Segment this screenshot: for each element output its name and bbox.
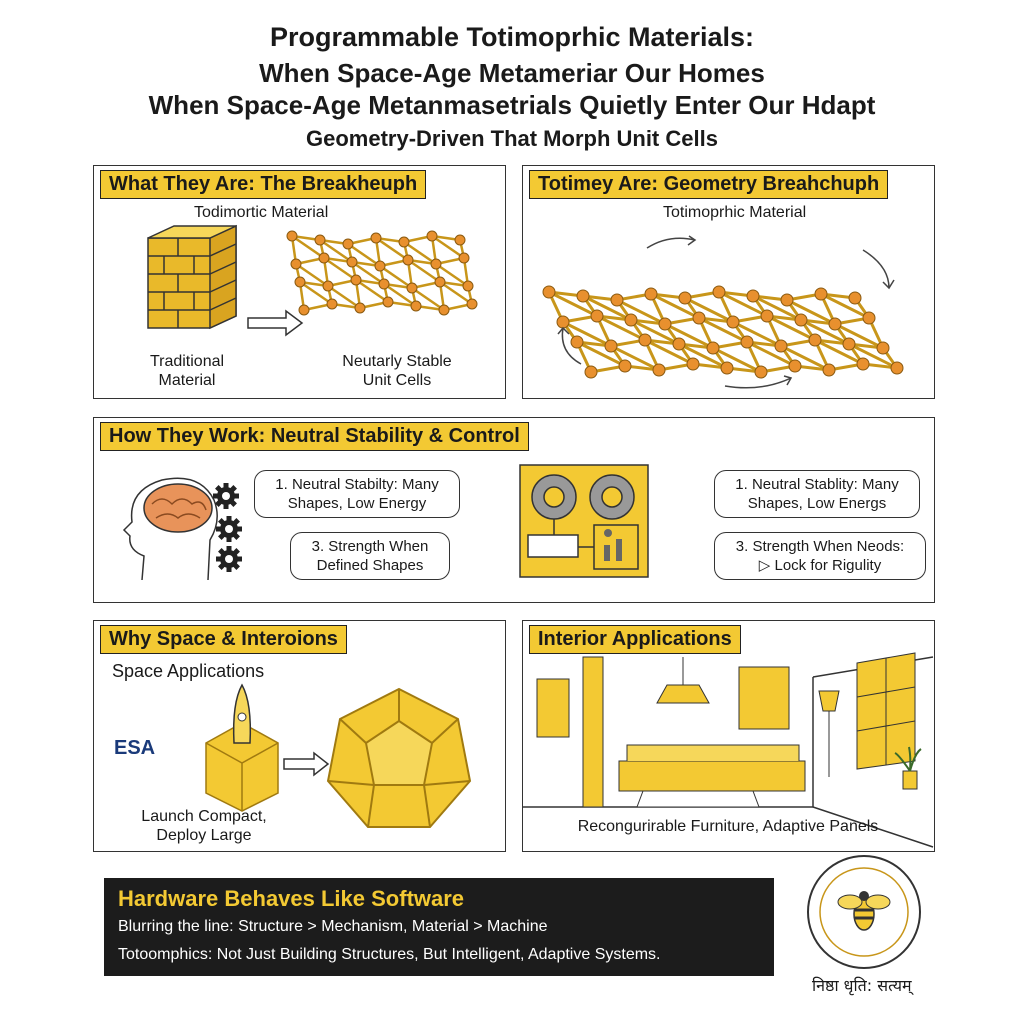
lattice-node — [407, 283, 417, 293]
lattice-node — [323, 281, 333, 291]
badge-motto: निष्ठा धृति: सत्यम् — [812, 976, 912, 995]
lattice-node — [761, 310, 773, 322]
brick-wall-illustration — [128, 224, 248, 344]
lattice-node — [351, 275, 361, 285]
page-subtitle: Geometry-Driven That Morph Unit Cells — [306, 126, 718, 151]
panel-geometry-label: Totimey Are: Geometry Breahchuph — [529, 170, 888, 199]
lattice-node — [687, 358, 699, 370]
lattice-node — [455, 235, 465, 245]
esa-logo: ESA — [114, 737, 156, 759]
gear-icon — [211, 481, 241, 511]
footer-title: Hardware Behaves Like Software — [118, 886, 465, 911]
lattice-node — [713, 286, 725, 298]
lattice-node — [431, 259, 441, 269]
lattice-node — [291, 259, 301, 269]
panel-space-label: Why Space & Interoions — [100, 625, 347, 654]
panel-interior-label: Interior Applications — [529, 625, 741, 654]
lattice-node — [849, 292, 861, 304]
page-title: Programmable Totimoprhic Materials: — [269, 22, 755, 52]
page-title-line-2: When Space-Age Metameriar Our Homes — [259, 58, 765, 88]
lattice-node — [439, 305, 449, 315]
lattice-node — [645, 288, 657, 300]
lattice-node — [315, 235, 325, 245]
gear-icon — [214, 544, 244, 574]
lattice-node — [287, 231, 297, 241]
lattice-node — [327, 299, 337, 309]
lattice-node — [371, 233, 381, 243]
lattice-node — [823, 364, 835, 376]
gear-hole — [222, 492, 230, 500]
panel-what-they-are — [93, 165, 506, 399]
panel-space — [93, 620, 506, 852]
lattice-sheet-illustration — [272, 226, 502, 336]
gear-icon — [214, 514, 244, 544]
lattice-node — [693, 312, 705, 324]
lattice-node — [343, 239, 353, 249]
deployed-polyhedron-illustration — [324, 685, 474, 835]
lattice-node — [319, 253, 329, 263]
page-title-line-3: When Space-Age Metanmasetrials Quietly Enter Our Hdapt — [148, 90, 876, 120]
lattice-node — [747, 290, 759, 302]
bubble-strength-left: 3. Strength When Defined Shapes — [290, 532, 450, 580]
lattice-node — [755, 366, 767, 378]
gear-hole — [225, 555, 233, 563]
lattice-node — [815, 288, 827, 300]
lattice-node — [355, 303, 365, 313]
lattice-node — [679, 292, 691, 304]
bubble-neutral-stability-left: 1. Neutral Stabilty: Many Shapes, Low Energy — [254, 470, 460, 518]
lattice-node — [673, 338, 685, 350]
lattice-node — [605, 340, 617, 352]
caption-traditional-material: Traditional Material — [149, 353, 225, 389]
panel-geometry — [522, 165, 935, 399]
lattice-node — [857, 358, 869, 370]
lattice-node — [585, 366, 597, 378]
lattice-node — [383, 297, 393, 307]
lattice-node — [625, 314, 637, 326]
bubble-neutral-stability-right: 1. Neutral Stablity: Many Shapes, Low Energs — [714, 470, 920, 518]
lattice-node — [829, 318, 841, 330]
panel-what-label: What They Are: The Breakheuph — [100, 170, 426, 199]
lattice-node — [379, 279, 389, 289]
lattice-node — [789, 360, 801, 372]
lattice-node — [639, 334, 651, 346]
lattice-node — [399, 237, 409, 247]
lattice-node — [781, 294, 793, 306]
lattice-node — [727, 316, 739, 328]
lattice-node — [611, 294, 623, 306]
panel-interior — [522, 620, 935, 852]
lattice-node — [411, 301, 421, 311]
lattice-node — [653, 364, 665, 376]
lattice-node — [571, 336, 583, 348]
lattice-node — [577, 290, 589, 302]
lattice-node — [741, 336, 753, 348]
lattice-node — [591, 310, 603, 322]
lattice-node — [707, 342, 719, 354]
rocket-cube-illustration — [198, 683, 288, 813]
lattice-node — [557, 316, 569, 328]
material-title-left: Todimortic Material — [194, 204, 329, 221]
lattice-node — [619, 360, 631, 372]
bubble-strength-right: 3. Strength When Neods: ▷ Lock for Rigulity — [714, 532, 926, 580]
lattice-node — [463, 281, 473, 291]
lattice-node — [721, 362, 733, 374]
footer-banner — [104, 878, 774, 976]
caption-launch-deploy: Launch Compact, Deploy Large — [141, 808, 267, 844]
lattice-node — [809, 334, 821, 346]
caption-interior: Recongurirable Furniture, Adaptive Panels — [577, 818, 879, 835]
lattice-node — [427, 231, 437, 241]
lattice-node — [877, 342, 889, 354]
lattice-node — [375, 261, 385, 271]
panel-how-they-work — [93, 417, 935, 603]
bee-badge-logo — [804, 852, 924, 972]
footer-line-1: Blurring the line: Structure > Mechanism, Material > Machine — [118, 918, 548, 935]
morphing-lattice-illustration — [529, 216, 929, 396]
lattice-node — [347, 257, 357, 267]
lattice-node — [543, 286, 555, 298]
control-board-icon — [518, 463, 650, 579]
caption-stable-unit-cells: Neutarly Stable Unit Cells — [342, 353, 452, 389]
lattice-node — [795, 314, 807, 326]
lattice-node — [295, 277, 305, 287]
lattice-node — [435, 277, 445, 287]
panel-how-label: How They Work: Neutral Stability & Control — [100, 422, 529, 451]
lattice-node — [843, 338, 855, 350]
lattice-node — [299, 305, 309, 315]
lattice-node — [467, 299, 477, 309]
lattice-node — [459, 253, 469, 263]
gear-hole — [225, 525, 233, 533]
lattice-node — [863, 312, 875, 324]
footer-line-2: Totoomphics: Not Just Building Structures, But Intelligent, Adaptive Systems. — [118, 946, 661, 963]
lattice-node — [775, 340, 787, 352]
material-title-right: Totimoprhic Material — [663, 204, 807, 221]
lattice-node — [891, 362, 903, 374]
space-applications-label: Space Applications — [112, 661, 265, 681]
lattice-node — [403, 255, 413, 265]
lattice-node — [659, 318, 671, 330]
